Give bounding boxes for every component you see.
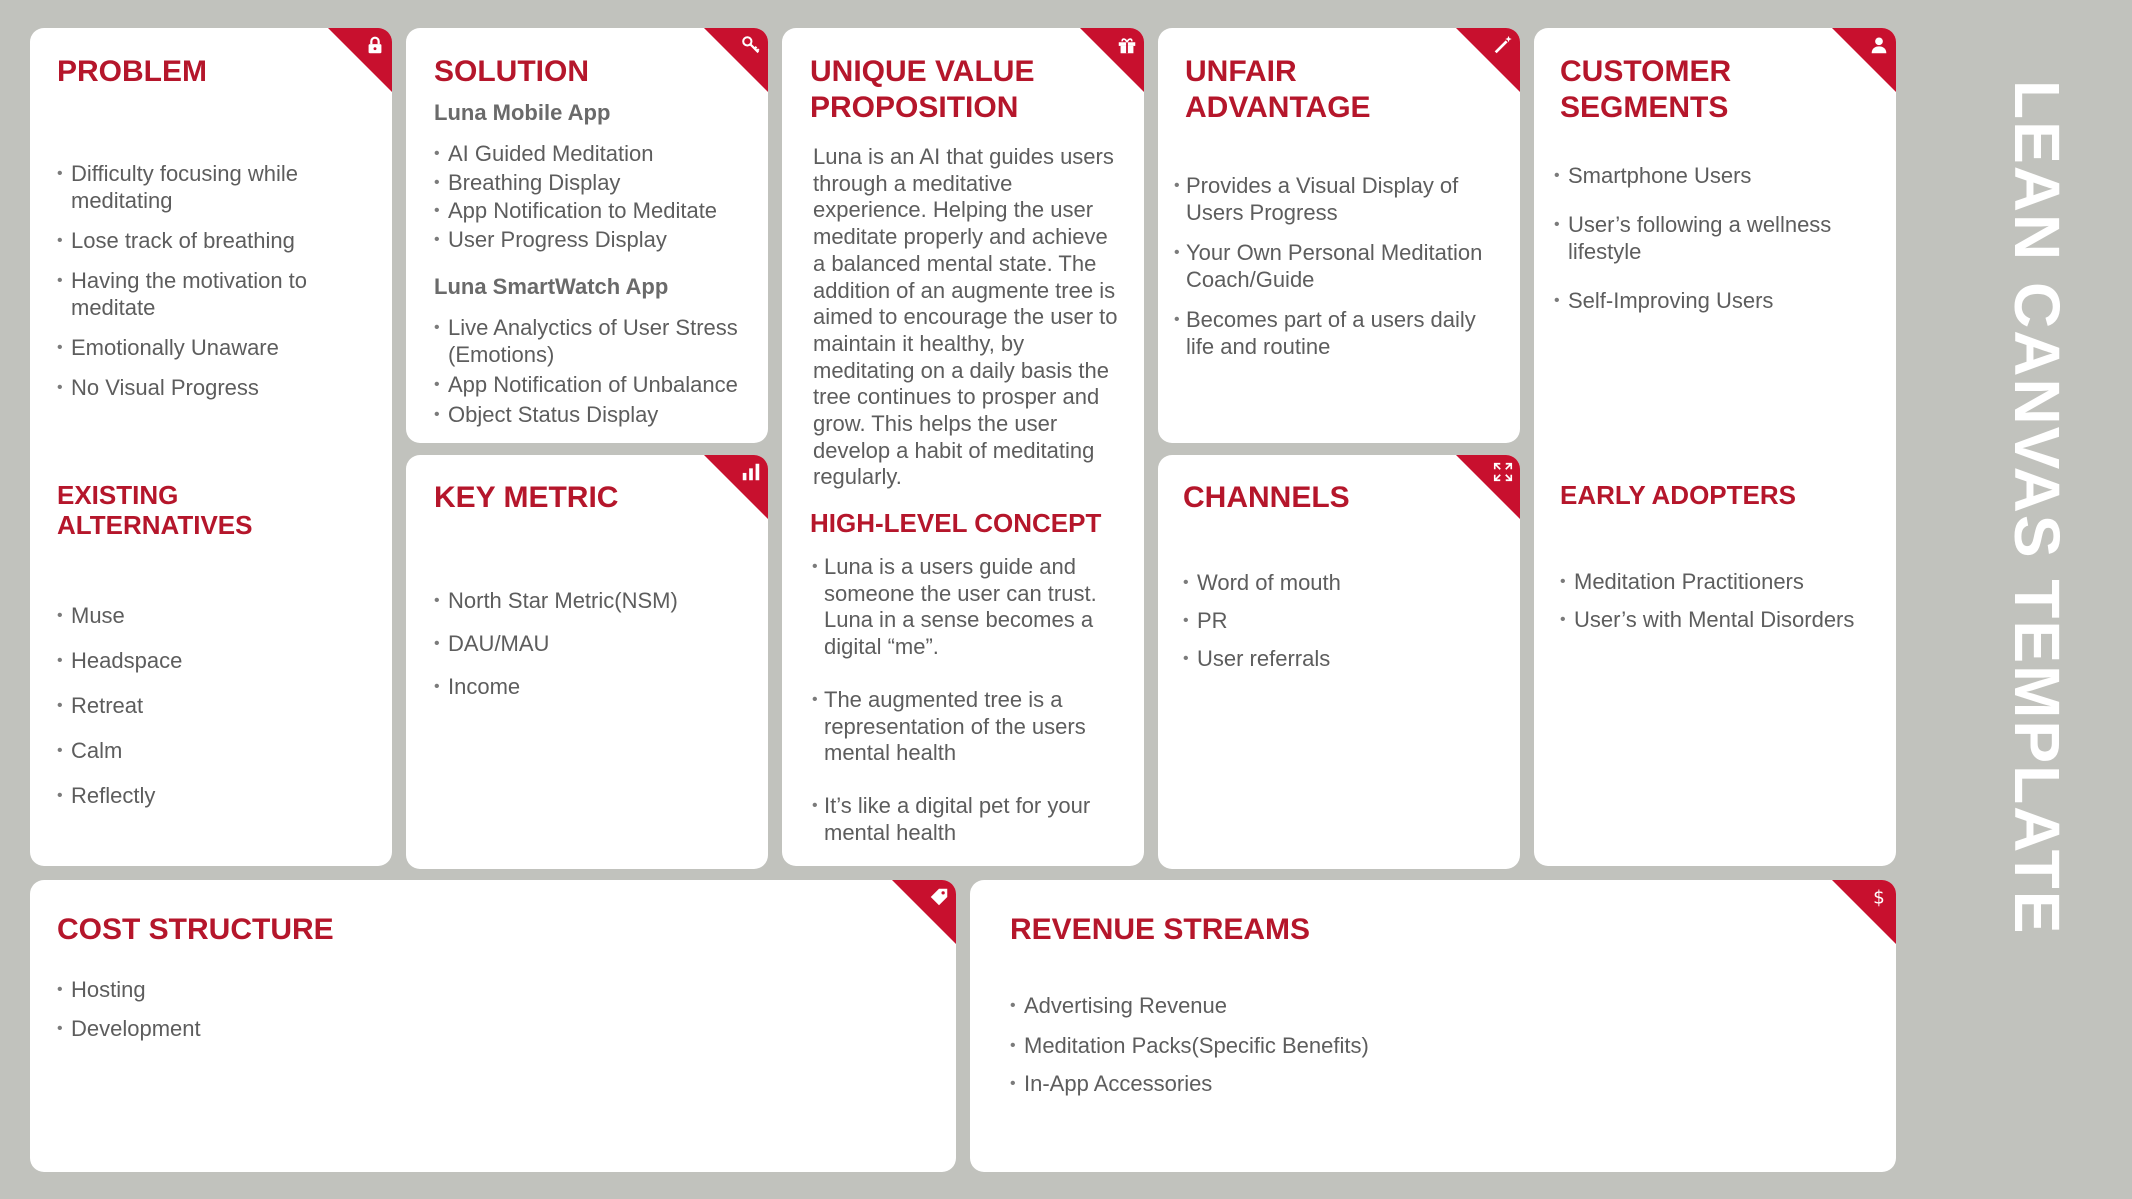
smartwatch-app-title: Luna SmartWatch App	[434, 274, 669, 299]
list-item: • Having the motivation to meditate	[57, 267, 347, 321]
concept-list	[812, 554, 1112, 846]
list-item: • Headspace	[57, 647, 347, 674]
list-item: • Income	[434, 673, 754, 700]
list-item: • Luna is a users guide and someone the user can trust. Luna in a sense becomes a digital “me”.	[812, 554, 1112, 661]
list-item: • Hosting	[57, 976, 657, 1003]
unfair-advantage-title: UNFAIR ADVANTAGE	[1185, 55, 1371, 124]
mobile-app-list	[434, 140, 764, 254]
alternatives-list	[57, 602, 347, 809]
uvp-corner	[1080, 28, 1144, 92]
uvp-card	[782, 28, 1144, 866]
solution-card	[406, 28, 768, 443]
dollar-icon	[1868, 886, 1890, 908]
list-item: • Muse	[57, 602, 347, 629]
solution-title: SOLUTION	[434, 55, 589, 88]
key-metric-corner	[704, 455, 768, 519]
list-item: • User’s with Mental Disorders	[1560, 606, 1890, 633]
list-item: • Emotionally Unaware	[57, 334, 347, 361]
list-item: • Lose track of breathing	[57, 227, 347, 254]
key-metric-card	[406, 455, 768, 869]
list-item: • Becomes part of a users daily life and routine	[1174, 306, 1504, 360]
list-item: • Calm	[57, 737, 347, 764]
expand-icon	[1492, 461, 1514, 483]
uvp-description: Luna is an AI that guides users through a meditative experience. Helping the user meditate properly and achieve a balanced mental state. The addition of an augmente tree is aimed to encourage the user to maintain it healthy, by meditating on a daily basis the tree continues to prosper and grow. This helps the user develop a habit of meditating regularly.	[813, 144, 1118, 490]
list-item: • Smartphone Users	[1554, 162, 1874, 189]
key-icon	[740, 34, 762, 56]
smartwatch-app-list	[434, 314, 764, 428]
list-item: • Reflectly	[57, 782, 347, 809]
list-item: • App Notification of Unbalance	[434, 371, 764, 398]
tag-icon	[928, 886, 950, 908]
list-item: • Breathing Display	[434, 169, 764, 198]
list-item: • Development	[57, 1015, 657, 1042]
bar-chart-icon	[740, 461, 762, 483]
list-item: • No Visual Progress	[57, 374, 347, 401]
channels-title: CHANNELS	[1183, 481, 1350, 514]
customer-segments-title: CUSTOMER SEGMENTS	[1560, 55, 1732, 124]
list-item: • PR	[1183, 607, 1503, 634]
list-item: • Meditation Packs(Specific Benefits)	[1010, 1032, 1710, 1059]
list-item: • Live Analyctics of User Stress (Emotions)	[434, 314, 764, 368]
problem-list	[57, 160, 347, 401]
existing-alternatives-title: EXISTING ALTERNATIVES	[57, 480, 253, 540]
gift-icon	[1116, 34, 1138, 56]
list-item: • Meditation Practitioners	[1560, 568, 1890, 595]
customer-segments-list	[1554, 162, 1874, 314]
high-level-concept-title: HIGH-LEVEL CONCEPT	[810, 508, 1102, 538]
list-item: • Object Status Display	[434, 401, 764, 428]
solution-corner	[704, 28, 768, 92]
list-item: • Word of mouth	[1183, 569, 1503, 596]
key-metric-title: KEY METRIC	[434, 481, 619, 514]
cost-structure-corner	[892, 880, 956, 944]
channels-card	[1158, 455, 1520, 869]
list-item: • Provides a Visual Display of Users Progress	[1174, 172, 1504, 226]
revenue-streams-card	[970, 880, 1896, 1172]
list-item: • North Star Metric(NSM)	[434, 587, 754, 614]
lock-icon	[364, 34, 386, 56]
magic-wand-icon	[1492, 34, 1514, 56]
list-item: • Retreat	[57, 692, 347, 719]
problem-card	[30, 28, 392, 866]
list-item: • AI Guided Meditation	[434, 140, 764, 169]
channels-corner	[1456, 455, 1520, 519]
list-item: • Advertising Revenue	[1010, 992, 1710, 1019]
channels-list	[1183, 569, 1503, 672]
list-item: • Self-Improving Users	[1554, 287, 1874, 314]
list-item: • DAU/MAU	[434, 630, 754, 657]
cost-structure-card	[30, 880, 956, 1172]
revenue-streams-corner	[1832, 880, 1896, 944]
list-item: • User Progress Display	[434, 226, 764, 255]
early-adopters-title: EARLY ADOPTERS	[1560, 480, 1796, 510]
key-metric-list	[434, 587, 754, 700]
unfair-advantage-card	[1158, 28, 1520, 443]
problem-title: PROBLEM	[57, 55, 207, 88]
mobile-app-title: Luna Mobile App	[434, 100, 611, 125]
uvp-title: UNIQUE VALUE PROPOSITION	[810, 55, 1035, 124]
revenue-streams-title: REVENUE STREAMS	[1010, 913, 1311, 946]
list-item: • User referrals	[1183, 645, 1503, 672]
list-item: • Your Own Personal Meditation Coach/Guide	[1174, 239, 1504, 293]
list-item: • The augmented tree is a representation of the users mental health	[812, 687, 1112, 767]
problem-corner	[328, 28, 392, 92]
list-item: • Difficulty focusing while meditating	[57, 160, 347, 214]
unfair-advantage-corner	[1456, 28, 1520, 92]
list-item: • It’s like a digital pet for your mental health	[812, 793, 1112, 846]
svg-text:$: $	[1873, 887, 1885, 908]
list-item: • User’s following a wellness lifestyle	[1554, 211, 1874, 265]
cost-structure-list	[57, 976, 657, 1042]
customer-segments-card	[1534, 28, 1896, 866]
unfair-advantage-list	[1174, 172, 1504, 360]
list-item: • App Notification to Meditate	[434, 197, 764, 226]
revenue-streams-list	[1010, 992, 1710, 1097]
user-icon	[1868, 34, 1890, 56]
early-adopters-list	[1560, 568, 1890, 633]
cost-structure-title: COST STRUCTURE	[57, 913, 334, 946]
lean-canvas-side-title: LEAN CANVAS TEMPLATE	[2001, 80, 2073, 936]
customer-segments-corner	[1832, 28, 1896, 92]
list-item: • In-App Accessories	[1010, 1070, 1710, 1097]
